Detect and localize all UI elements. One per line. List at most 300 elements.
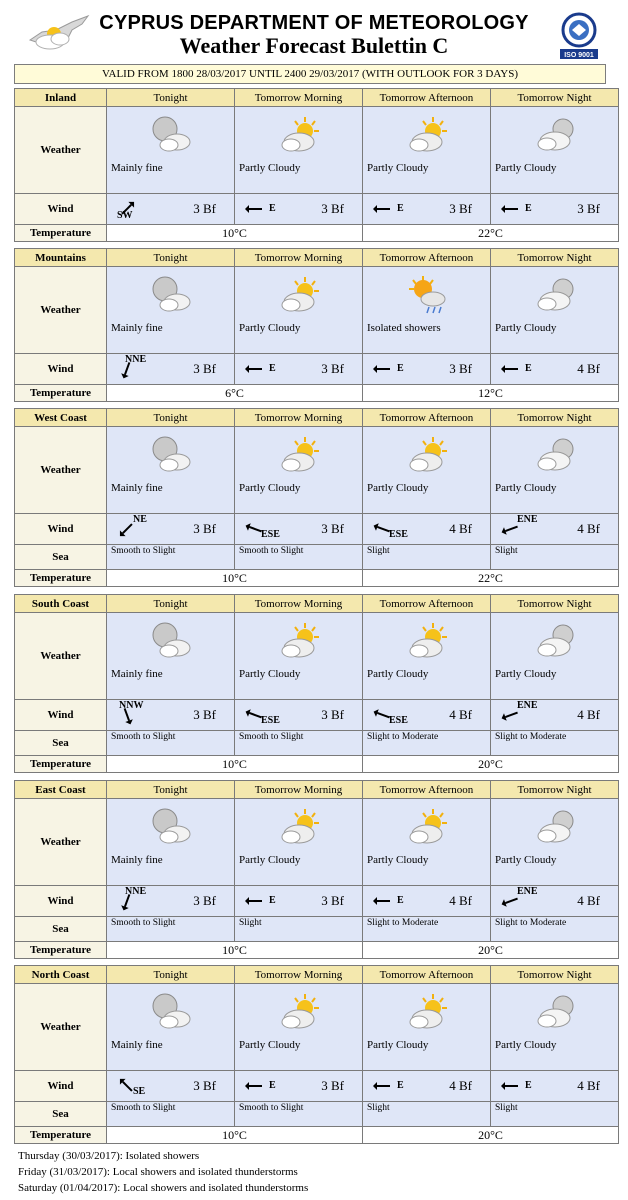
wind-force: 4 Bf [577, 893, 600, 908]
weather-row [15, 613, 619, 700]
sun-cloud-icon [277, 621, 321, 661]
wind-direction: ENE [517, 700, 538, 711]
sea-cell [363, 1102, 491, 1127]
sea-cell [363, 545, 491, 570]
period-header: Tomorrow Night [491, 781, 619, 799]
sea-state: Slight to Moderate [367, 918, 439, 928]
sun-cloud-icon [277, 435, 321, 475]
wind-cell [107, 1071, 235, 1102]
wind-arrow-icon [245, 1076, 265, 1096]
period-header: Tonight [107, 595, 235, 613]
weather-cell [107, 613, 235, 700]
weather-text: Partly Cloudy [239, 322, 301, 334]
row-label: Wind [15, 886, 107, 917]
period-header: Tonight [107, 89, 235, 107]
table-header-row [15, 595, 619, 613]
period-header: Tomorrow Afternoon [363, 595, 491, 613]
outlook-line: Thursday (30/03/2017): Isolated showers [18, 1150, 200, 1162]
wind-direction: E [525, 1080, 532, 1091]
sea-cell [107, 545, 235, 570]
wind-force: 4 Bf [449, 893, 472, 908]
region-name: North Coast [15, 966, 107, 984]
weather-cell [363, 799, 491, 886]
wind-cell [107, 886, 235, 917]
wind-direction: ESE [261, 529, 280, 540]
weather-cell [235, 267, 363, 354]
weather-cell [491, 427, 619, 514]
wind-cell [363, 354, 491, 385]
sea-row [15, 917, 619, 942]
sea-state: Smooth to Slight [111, 732, 176, 742]
forecast-table [14, 965, 619, 1144]
wind-direction: SE [133, 1086, 146, 1097]
wind-direction: NNE [125, 886, 147, 897]
wind-row [15, 194, 619, 225]
row-label: Temperature [15, 570, 107, 587]
weather-text: Partly Cloudy [239, 668, 301, 680]
row-label: Weather [15, 613, 107, 700]
wind-cell [107, 354, 235, 385]
sea-state: Smooth to Slight [111, 918, 176, 928]
sea-state: Slight [495, 546, 518, 556]
temperature-day: 12°C [363, 385, 619, 402]
weather-text: Partly Cloudy [239, 854, 301, 866]
period-header: Tomorrow Morning [235, 249, 363, 267]
sun-cloud-icon [277, 807, 321, 847]
sea-cell [363, 917, 491, 942]
wind-force: 3 Bf [449, 201, 472, 216]
weather-text: Partly Cloudy [495, 668, 557, 680]
sea-cell [491, 1102, 619, 1127]
sea-state: Slight to Moderate [495, 732, 567, 742]
sea-state: Slight [367, 546, 390, 556]
wind-cell [235, 514, 363, 545]
weather-cell [491, 984, 619, 1071]
temperature-night: 10°C [107, 756, 363, 773]
wind-direction: E [269, 895, 276, 906]
table-header-row [15, 409, 619, 427]
sea-state: Smooth to Slight [239, 732, 304, 742]
row-label: Temperature [15, 1127, 107, 1144]
temperature-row [15, 385, 619, 402]
sea-state: Slight [495, 1103, 518, 1113]
weather-text: Partly Cloudy [495, 162, 557, 174]
weather-text: Partly Cloudy [495, 1039, 557, 1051]
wind-force: 4 Bf [449, 1078, 472, 1093]
wind-cell [491, 194, 619, 225]
period-header: Tomorrow Morning [235, 966, 363, 984]
weather-row [15, 799, 619, 886]
sea-state: Smooth to Slight [111, 1103, 176, 1113]
period-header: Tonight [107, 249, 235, 267]
wind-arrow-icon [373, 891, 393, 911]
wind-force: 3 Bf [321, 893, 344, 908]
row-label: Temperature [15, 385, 107, 402]
night-cloud-icon [149, 621, 193, 661]
wind-direction: E [397, 1080, 404, 1091]
wind-cell [235, 194, 363, 225]
weather-cell [363, 267, 491, 354]
sea-cell [107, 1102, 235, 1127]
forecast-table [14, 88, 619, 242]
period-header: Tomorrow Morning [235, 781, 363, 799]
row-label: Weather [15, 267, 107, 354]
region-name: West Coast [15, 409, 107, 427]
period-header: Tomorrow Night [491, 89, 619, 107]
moon-cloud-icon [533, 435, 577, 475]
temperature-night: 10°C [107, 942, 363, 959]
weather-cell [235, 107, 363, 194]
sea-cell [491, 917, 619, 942]
night-cloud-icon [149, 992, 193, 1032]
row-label: Wind [15, 1071, 107, 1102]
wind-cell [107, 514, 235, 545]
wind-cell [107, 700, 235, 731]
temperature-row [15, 942, 619, 959]
wind-row [15, 886, 619, 917]
wind-direction: E [269, 1080, 276, 1091]
weather-cell [107, 267, 235, 354]
wind-direction: E [269, 203, 276, 214]
period-header: Tomorrow Morning [235, 89, 363, 107]
sea-cell [491, 731, 619, 756]
period-header: Tomorrow Night [491, 595, 619, 613]
wind-force: 3 Bf [321, 201, 344, 216]
wind-force: 4 Bf [449, 707, 472, 722]
sun-cloud-icon [405, 621, 449, 661]
wind-force: 3 Bf [321, 361, 344, 376]
wind-arrow-icon [501, 199, 521, 219]
period-header: Tomorrow Morning [235, 595, 363, 613]
night-cloud-icon [149, 275, 193, 315]
wind-force: 3 Bf [193, 893, 216, 908]
period-header: Tomorrow Night [491, 249, 619, 267]
weather-text: Mainly fine [111, 162, 163, 174]
weather-cell [363, 107, 491, 194]
row-label: Temperature [15, 225, 107, 242]
outlook-line: Friday (31/03/2017): Local showers and isolated thunderstorms [18, 1166, 298, 1178]
sea-row [15, 545, 619, 570]
weather-text: Partly Cloudy [239, 162, 301, 174]
night-cloud-icon [149, 115, 193, 155]
night-cloud-icon [149, 435, 193, 475]
wind-arrow-icon [245, 359, 265, 379]
table-header-row [15, 781, 619, 799]
temperature-night: 10°C [107, 225, 363, 242]
weather-cell [491, 267, 619, 354]
wind-direction: ESE [261, 715, 280, 726]
wind-force: 3 Bf [321, 1078, 344, 1093]
period-header: Tomorrow Morning [235, 409, 363, 427]
wind-direction: ENE [517, 514, 538, 525]
region-name: East Coast [15, 781, 107, 799]
weather-text: Partly Cloudy [495, 854, 557, 866]
table-header-row [15, 966, 619, 984]
weather-row [15, 984, 619, 1071]
sea-row [15, 1102, 619, 1127]
wind-force: 4 Bf [577, 521, 600, 536]
weather-text: Partly Cloudy [367, 482, 429, 494]
period-header: Tomorrow Night [491, 966, 619, 984]
department-title: CYPRUS DEPARTMENT OF METEOROLOGY [99, 12, 529, 34]
table-header-row [15, 89, 619, 107]
region-section [14, 408, 604, 587]
sea-state: Slight [239, 918, 262, 928]
temperature-row [15, 570, 619, 587]
sea-cell [235, 731, 363, 756]
temperature-day: 20°C [363, 756, 619, 773]
moon-cloud-icon [533, 115, 577, 155]
weather-cell [235, 799, 363, 886]
row-label: Sea [15, 1102, 107, 1127]
weather-cell [363, 984, 491, 1071]
wind-cell [491, 700, 619, 731]
weather-text: Partly Cloudy [239, 1039, 301, 1051]
weather-cell [491, 107, 619, 194]
forecast-table [14, 408, 619, 587]
sea-cell [107, 731, 235, 756]
wind-force: 4 Bf [577, 1078, 600, 1093]
wind-direction: E [397, 895, 404, 906]
temperature-day: 22°C [363, 225, 619, 242]
weather-text: Partly Cloudy [367, 854, 429, 866]
wind-row [15, 354, 619, 385]
wind-arrow-icon [373, 359, 393, 379]
wind-force: 3 Bf [193, 1078, 216, 1093]
weather-cell [107, 427, 235, 514]
temperature-day: 22°C [363, 570, 619, 587]
wind-force: 3 Bf [193, 707, 216, 722]
wind-cell [235, 886, 363, 917]
wind-cell [107, 194, 235, 225]
sea-cell [235, 917, 363, 942]
row-label: Sea [15, 917, 107, 942]
wind-cell [235, 354, 363, 385]
night-cloud-icon [149, 807, 193, 847]
row-label: Wind [15, 700, 107, 731]
outlook [18, 1148, 308, 1196]
region-name: South Coast [15, 595, 107, 613]
weather-row [15, 427, 619, 514]
moon-cloud-icon [533, 275, 577, 315]
wind-force: 4 Bf [577, 361, 600, 376]
row-label: Wind [15, 514, 107, 545]
sea-state: Smooth to Slight [111, 546, 176, 556]
weather-text: Mainly fine [111, 854, 163, 866]
wind-cell [363, 700, 491, 731]
wind-direction: ESE [389, 715, 408, 726]
wind-arrow-icon [245, 891, 265, 911]
wind-direction: ENE [517, 886, 538, 897]
page-header [0, 0, 628, 60]
wind-cell [363, 514, 491, 545]
region-section [14, 594, 604, 773]
weather-text: Mainly fine [111, 482, 163, 494]
row-label: Sea [15, 731, 107, 756]
weather-text: Partly Cloudy [367, 1039, 429, 1051]
row-label: Sea [15, 545, 107, 570]
sea-cell [363, 731, 491, 756]
wind-force: 3 Bf [193, 521, 216, 536]
row-label: Wind [15, 354, 107, 385]
sea-state: Slight [367, 1103, 390, 1113]
wind-direction: NNE [125, 354, 147, 365]
weather-row [15, 267, 619, 354]
wind-cell [363, 194, 491, 225]
wind-force: 3 Bf [321, 707, 344, 722]
weather-text: Partly Cloudy [239, 482, 301, 494]
weather-cell [235, 613, 363, 700]
wind-cell [363, 1071, 491, 1102]
iso-label: ISO 9001 [564, 52, 594, 59]
period-header: Tomorrow Night [491, 409, 619, 427]
temperature-day: 20°C [363, 1127, 619, 1144]
wind-arrow-icon [245, 199, 265, 219]
wind-direction: E [525, 363, 532, 374]
period-header: Tonight [107, 781, 235, 799]
sea-cell [107, 917, 235, 942]
bulletin-title: Weather Forecast Bulettin C [179, 33, 449, 58]
forecast-table [14, 780, 619, 959]
temperature-day: 20°C [363, 942, 619, 959]
weather-cell [235, 427, 363, 514]
sea-cell [235, 1102, 363, 1127]
row-label: Weather [15, 799, 107, 886]
moon-cloud-icon [533, 621, 577, 661]
weather-cell [235, 984, 363, 1071]
weather-text: Partly Cloudy [495, 482, 557, 494]
iso-certification-icon [558, 12, 600, 60]
region-name: Inland [15, 89, 107, 107]
sun-showers-icon [405, 275, 449, 315]
forecast-table [14, 594, 619, 773]
wind-direction: NNW [119, 700, 144, 711]
wind-row [15, 700, 619, 731]
period-header: Tonight [107, 966, 235, 984]
wind-force: 3 Bf [193, 361, 216, 376]
wind-force: 3 Bf [577, 201, 600, 216]
wind-force: 3 Bf [449, 361, 472, 376]
sun-cloud-icon [277, 275, 321, 315]
wind-arrow-icon [373, 199, 393, 219]
sea-row [15, 731, 619, 756]
table-header-row [15, 249, 619, 267]
weather-text: Partly Cloudy [367, 162, 429, 174]
weather-text: Isolated showers [367, 322, 441, 334]
sea-state: Slight to Moderate [367, 732, 439, 742]
weather-text: Mainly fine [111, 668, 163, 680]
period-header: Tomorrow Afternoon [363, 966, 491, 984]
wind-cell [491, 886, 619, 917]
sea-cell [235, 545, 363, 570]
period-header: Tomorrow Afternoon [363, 249, 491, 267]
wind-direction: E [397, 363, 404, 374]
weather-cell [107, 984, 235, 1071]
wind-arrow-icon [373, 1076, 393, 1096]
weather-cell [107, 799, 235, 886]
weather-text: Mainly fine [111, 1039, 163, 1051]
temperature-night: 10°C [107, 570, 363, 587]
sea-cell [491, 545, 619, 570]
wind-direction: E [525, 203, 532, 214]
wind-direction: ESE [389, 529, 408, 540]
weather-row [15, 107, 619, 194]
weather-cell [107, 107, 235, 194]
wind-direction: E [269, 363, 276, 374]
row-label: Temperature [15, 756, 107, 773]
period-header: Tomorrow Afternoon [363, 89, 491, 107]
period-header: Tonight [107, 409, 235, 427]
region-section [14, 965, 604, 1144]
wind-row [15, 1071, 619, 1102]
moon-cloud-icon [533, 992, 577, 1032]
wind-cell [363, 886, 491, 917]
sun-cloud-icon [405, 115, 449, 155]
wind-cell [491, 514, 619, 545]
wind-row [15, 514, 619, 545]
sun-cloud-icon [405, 807, 449, 847]
weather-text: Partly Cloudy [495, 322, 557, 334]
row-label: Temperature [15, 942, 107, 959]
weather-text: Partly Cloudy [367, 668, 429, 680]
wind-direction: NE [133, 514, 147, 525]
sun-cloud-icon [277, 992, 321, 1032]
wind-cell [235, 700, 363, 731]
sun-cloud-icon [405, 435, 449, 475]
sea-state: Smooth to Slight [239, 546, 304, 556]
validity-banner: VALID FROM 1800 28/03/2017 UNTIL 2400 29/03/2017 (WITH OUTLOOK FOR 3 DAYS) [14, 64, 606, 84]
sun-cloud-icon [405, 992, 449, 1032]
weather-cell [491, 613, 619, 700]
wind-force: 4 Bf [449, 521, 472, 536]
temperature-row [15, 225, 619, 242]
wind-cell [491, 354, 619, 385]
row-label: Weather [15, 984, 107, 1071]
wind-direction: E [397, 203, 404, 214]
weather-cell [491, 799, 619, 886]
wind-cell [235, 1071, 363, 1102]
sun-cloud-icon [277, 115, 321, 155]
wind-direction: SW [117, 210, 133, 221]
wind-arrow-icon [501, 1076, 521, 1096]
forecast-table [14, 248, 619, 402]
sea-state: Slight to Moderate [495, 918, 567, 928]
row-label: Weather [15, 107, 107, 194]
temperature-night: 10°C [107, 1127, 363, 1144]
weather-text: Mainly fine [111, 322, 163, 334]
wind-force: 3 Bf [193, 201, 216, 216]
weather-cell [363, 427, 491, 514]
region-section [14, 780, 604, 959]
region-name: Mountains [15, 249, 107, 267]
region-section [14, 88, 604, 242]
temperature-night: 6°C [107, 385, 363, 402]
weather-cell [363, 613, 491, 700]
region-section [14, 248, 604, 402]
wind-arrow-icon [501, 359, 521, 379]
temperature-row [15, 756, 619, 773]
row-label: Weather [15, 427, 107, 514]
wind-force: 3 Bf [321, 521, 344, 536]
temperature-row [15, 1127, 619, 1144]
wind-force: 4 Bf [577, 707, 600, 722]
wind-cell [491, 1071, 619, 1102]
period-header: Tomorrow Afternoon [363, 409, 491, 427]
outlook-line: Saturday (01/04/2017): Local showers and isolated thunderstorms [18, 1182, 309, 1194]
row-label: Wind [15, 194, 107, 225]
sea-state: Smooth to Slight [239, 1103, 304, 1113]
moon-cloud-icon [533, 807, 577, 847]
